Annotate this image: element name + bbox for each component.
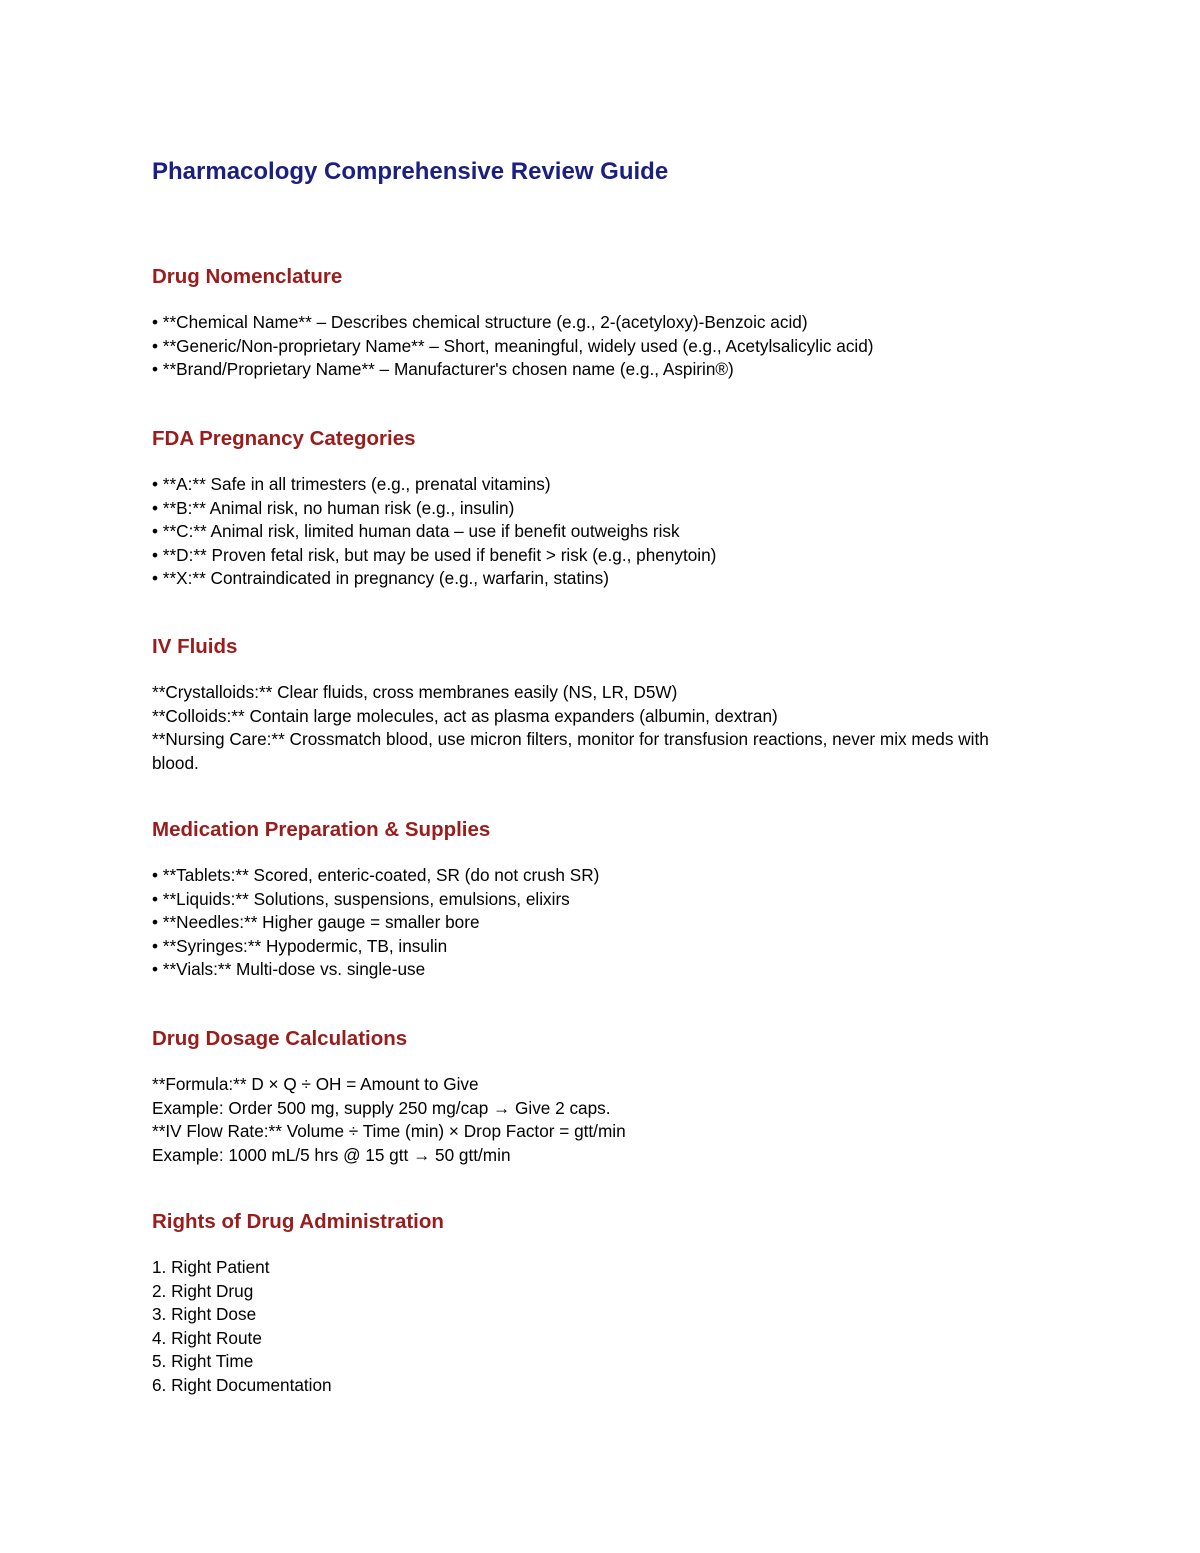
bullet-line: • **Chemical Name** – Describes chemical structure (e.g., 2-(acetyloxy)-Benzoic acid) — [152, 312, 808, 332]
section-drug-dosage-calculations — [152, 1025, 1052, 1167]
section-body — [152, 864, 1052, 982]
document-title: Pharmacology Comprehensive Review Guide — [152, 158, 669, 185]
text-line: **Colloids:** Contain large molecules, act as plasma expanders (albumin, dextran) — [152, 705, 778, 726]
section-heading: Drug Dosage Calculations — [152, 1027, 408, 1050]
section-body — [152, 1256, 1052, 1398]
bullet-line: • **Liquids:** Solutions, suspensions, emulsions, elixirs — [152, 888, 570, 909]
bullet-line: • **Generic/Non-proprietary Name** – Short, meaningful, widely used (e.g., Acetylsalicylic acid) — [152, 335, 874, 356]
section-body — [152, 1073, 1052, 1167]
numbered-item: 2. Right Drug — [152, 1280, 254, 1301]
section-heading: FDA Pregnancy Categories — [152, 427, 416, 450]
text-line: **Crystalloids:** Clear fluids, cross membranes easily (NS, LR, D5W) — [152, 682, 678, 702]
section-medication-preparation — [152, 816, 1052, 982]
text-line: **Nursing Care:** Crossmatch blood, use micron filters, monitor for transfusion reactions, never mix meds with blood. — [152, 729, 989, 773]
section-heading: Medication Preparation & Supplies — [152, 818, 491, 841]
numbered-item: 3. Right Dose — [152, 1304, 257, 1325]
numbered-item: 5. Right Time — [152, 1351, 254, 1372]
bullet-line: • **A:** Safe in all trimesters (e.g., prenatal vitamins) — [152, 474, 551, 494]
text-line: Example: Order 500 mg, supply 250 mg/cap → Give 2 caps. — [152, 1097, 611, 1118]
bullet-line: • **Syringes:** Hypodermic, TB, insulin — [152, 935, 448, 956]
section-iv-fluids — [152, 633, 1052, 775]
section-rights-of-drug-administration — [152, 1208, 1052, 1398]
bullet-line: • **C:** Animal risk, limited human data – use if benefit outweighs risk — [152, 521, 680, 542]
text-line: **Formula:** D × Q ÷ OH = Amount to Give — [152, 1074, 479, 1094]
section-body — [152, 681, 1052, 775]
numbered-item: 4. Right Route — [152, 1327, 262, 1348]
section-body — [152, 473, 1052, 591]
text-line: Example: 1000 mL/5 hrs @ 15 gtt → 50 gtt/min — [152, 1144, 511, 1165]
numbered-item: 1. Right Patient — [152, 1257, 270, 1277]
bullet-line: • **B:** Animal risk, no human risk (e.g., insulin) — [152, 497, 515, 518]
bullet-line: • **Brand/Proprietary Name** – Manufacturer's chosen name (e.g., Aspirin®) — [152, 359, 734, 380]
bullet-line: • **Vials:** Multi-dose vs. single-use — [152, 959, 426, 980]
bullet-line: • **X:** Contraindicated in pregnancy (e.g., warfarin, statins) — [152, 568, 609, 589]
section-heading: IV Fluids — [152, 635, 238, 658]
bullet-line: • **Needles:** Higher gauge = smaller bore — [152, 912, 480, 933]
bullet-line: • **D:** Proven fetal risk, but may be used if benefit > risk (e.g., phenytoin) — [152, 544, 717, 565]
section-body — [152, 311, 1052, 382]
section-drug-nomenclature — [152, 263, 1052, 382]
section-heading: Rights of Drug Administration — [152, 1210, 444, 1233]
numbered-item: 6. Right Documentation — [152, 1374, 332, 1395]
bullet-line: • **Tablets:** Scored, enteric-coated, SR (do not crush SR) — [152, 865, 600, 885]
text-line: **IV Flow Rate:** Volume ÷ Time (min) × Drop Factor = gtt/min — [152, 1121, 626, 1142]
section-fda-pregnancy-categories — [152, 425, 1052, 591]
section-heading: Drug Nomenclature — [152, 265, 343, 288]
